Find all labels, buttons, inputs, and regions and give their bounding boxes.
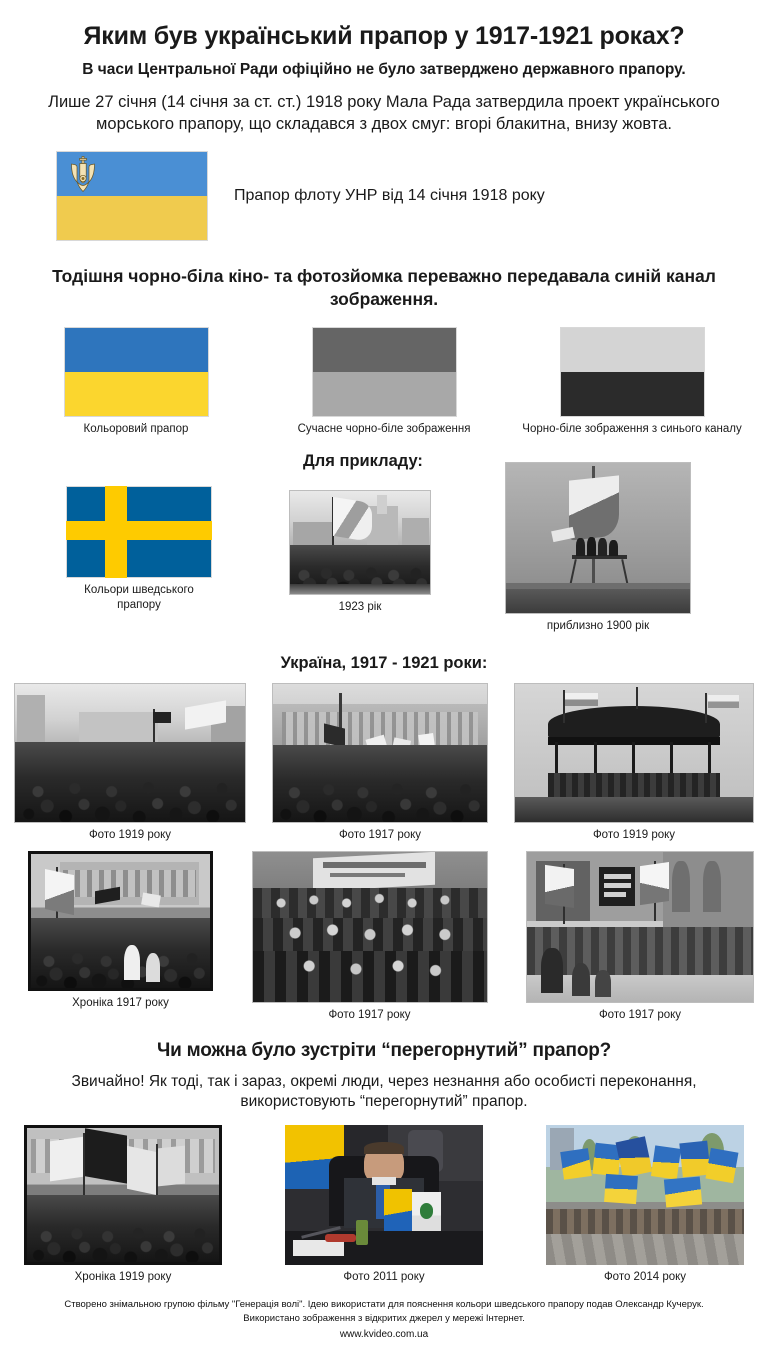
photo-image — [272, 683, 488, 823]
footer-credits — [0, 1298, 768, 1342]
photo-image — [505, 462, 691, 614]
bw-flag-item — [508, 327, 756, 436]
photo-image — [24, 1125, 222, 1265]
tryzub-emblem-icon — [68, 155, 98, 193]
photo-caption: Фото 1919 року — [592, 829, 676, 842]
footer-url[interactable]: www.kvideo.com.ua — [339, 1328, 429, 1340]
intro-paragraph: Лише 27 січня (14 січня за ст. ст.) 1918 року Мала Рада затвердила проект українського морського прапору, що складався з двох смуг: вгорі блакитна, внизу жовта. — [48, 92, 720, 133]
photo-item — [24, 1125, 222, 1284]
photo-caption: приблизно 1900 рік — [546, 620, 650, 633]
photo-caption: Хроніка 1919 року — [74, 1270, 172, 1283]
photo-item — [285, 1125, 483, 1284]
bw-section-heading: Тодішня чорно-біла кіно- та фотозйомка переважно передавала синій канал зображення. — [52, 266, 716, 310]
inverted-section-heading: Чи можна було зустріти “перегорнутий” прапор? — [156, 1040, 612, 1062]
ukraine-section-heading: Україна, 1917 - 1921 роки: — [280, 654, 488, 673]
flag-caption: Кольоровий прапор — [83, 422, 189, 435]
color-flag-swatch — [64, 327, 209, 417]
photo-image — [514, 683, 754, 823]
flag-caption: Чорно-біле зображення з синього каналу — [522, 422, 742, 435]
ukraine-photo-row-1 — [0, 673, 768, 842]
photo-image — [28, 851, 213, 991]
blue-channel-flag-swatch — [560, 327, 705, 417]
sweden-flag-caption: Кольори шведського прапору — [84, 584, 194, 611]
modern-grayscale-flag-swatch — [312, 327, 457, 417]
footer-line-1: Створено знімальною групою фільму "Генерація волі". Ідею використати для пояснення кольори шведського прапору подав Олександр Кучерук. — [64, 1299, 704, 1311]
photo-caption: Фото 1917 року — [598, 1008, 682, 1021]
ukraine-photo-row-2 — [0, 843, 768, 1022]
photo-item — [526, 851, 754, 1022]
photo-image — [285, 1125, 483, 1265]
photo-caption: Фото 2011 року — [343, 1270, 425, 1283]
photo-item — [514, 683, 754, 842]
footer-line-2: Використано зображення з відкритих джерел у мережі Інтернет. — [243, 1313, 525, 1325]
bw-flag-item — [260, 327, 508, 436]
inverted-section-body: Звичайно! Як тоді, так і зараз, окремі люди, через незнання або особисті переконання, використовують “перегорнутий” прапор. — [71, 1072, 697, 1111]
unr-flag-caption: Прапор флоту УНР від 14 січня 1918 року — [234, 187, 545, 205]
photo-item — [14, 683, 246, 842]
lead-text: В часи Центральної Ради офіційно не було затверджено державного прапору. — [82, 60, 686, 78]
page-title: Яким був український прапор у 1917-1921 роках? — [83, 22, 685, 50]
sweden-flag-item — [66, 486, 212, 612]
photo-image — [252, 851, 488, 1003]
photo-caption: Фото 2014 року — [603, 1270, 687, 1283]
photo-caption: Хроніка 1917 року — [72, 996, 169, 1009]
unr-flag-row — [0, 151, 768, 241]
photo-caption: Фото 1919 року — [88, 829, 172, 842]
example-photo-1923 — [289, 490, 431, 614]
example-section — [0, 450, 768, 650]
sweden-flag — [66, 486, 212, 578]
inverted-photo-row — [0, 1113, 768, 1284]
photo-image — [14, 683, 246, 823]
photo-image — [526, 851, 754, 1003]
photo-caption: 1923 рік — [338, 601, 382, 614]
photo-item — [252, 851, 488, 1022]
photo-caption: Фото 1917 року — [328, 1008, 411, 1021]
photo-image — [546, 1125, 744, 1265]
photo-caption: Фото 1917 року — [338, 829, 422, 842]
flag-caption: Сучасне чорно-біле зображення — [297, 422, 471, 435]
photo-item — [546, 1125, 744, 1284]
example-photo-1900 — [505, 462, 691, 633]
unr-navy-flag — [56, 151, 208, 241]
bw-flag-comparison-row — [0, 327, 768, 436]
photo-image — [289, 490, 431, 595]
photo-item — [272, 683, 488, 842]
example-heading: Для прикладу: — [303, 452, 423, 471]
photo-item — [14, 851, 213, 1022]
bw-flag-item — [12, 327, 260, 436]
